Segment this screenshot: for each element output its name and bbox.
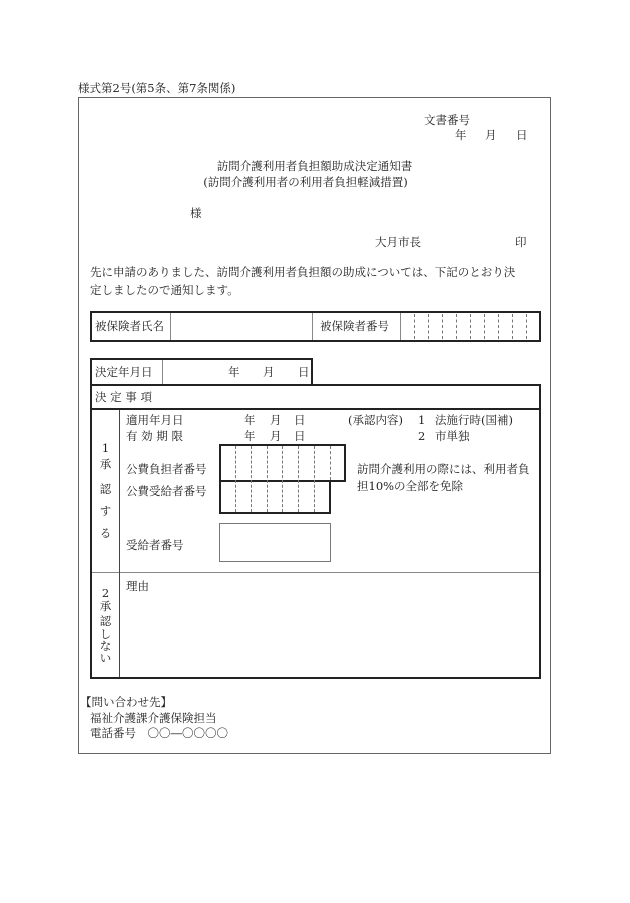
decision-items-label: 決 定 事 項 [95, 390, 152, 404]
label-char: な [99, 639, 112, 653]
decision-year: 年 [228, 365, 240, 379]
label-char: る [99, 526, 112, 540]
valid-day: 日 [294, 429, 306, 443]
table-divider [428, 314, 429, 339]
form-id: 様式第2号(第5条、第7条関係) [78, 81, 236, 95]
note-line-2: 担10%の全部を免除 [357, 479, 464, 493]
insured-name-label: 被保険者氏名 [95, 319, 164, 333]
apply-day: 日 [294, 413, 306, 427]
contact-department: 福祉介護課介護保険担当 [90, 711, 217, 725]
valid-month: 月 [270, 429, 282, 443]
table-divider [526, 314, 527, 339]
note-line-1: 訪問介護利用の際には、利用者負 [357, 462, 530, 476]
table-divider [484, 314, 485, 339]
decision-day: 日 [298, 365, 310, 379]
insured-name-field[interactable] [171, 313, 311, 340]
reason-label: 理由 [126, 579, 149, 593]
table-divider [312, 313, 313, 340]
approval-content-label: (承認内容) [348, 413, 403, 427]
label-char: し [99, 627, 112, 641]
insured-number-label: 被保険者番号 [320, 319, 389, 333]
option-2-number: 2 [418, 429, 426, 443]
label-char: 承 [99, 599, 112, 613]
label-char: 1 [101, 441, 110, 455]
public-recipient-label: 公費受給者番号 [126, 484, 207, 498]
label-char: 2 [101, 586, 110, 600]
table-divider [298, 446, 299, 512]
reason-field[interactable] [121, 593, 538, 676]
option-1-text: 法施行時(国補) [435, 413, 513, 427]
contact-heading: 【問い合わせ先】 [80, 695, 172, 709]
table-divider [235, 446, 236, 512]
option-1-number: 1 [418, 413, 426, 427]
table-divider [282, 446, 283, 512]
contact-phone: 電話番号 〇〇―〇〇〇〇 [90, 726, 228, 740]
table-divider [498, 314, 499, 339]
label-char: 承 [99, 457, 112, 471]
table-divider [314, 446, 315, 512]
recipient-field[interactable] [219, 523, 331, 562]
table-divider [442, 314, 443, 339]
decision-date-label: 決定年月日 [95, 365, 153, 379]
valid-year: 年 [244, 429, 256, 443]
label-char: す [99, 504, 112, 518]
addressee-suffix: 様 [190, 206, 202, 220]
public-payer-label: 公費負担者番号 [126, 462, 207, 476]
document-title: 訪問介護利用者負担額助成決定通知書 [216, 159, 413, 173]
issue-year: 年 [455, 128, 467, 142]
table-divider [251, 446, 252, 512]
table-divider [456, 314, 457, 339]
recipient-label: 受給者番号 [126, 538, 184, 552]
doc-number-label: 文書番号 [424, 113, 470, 127]
table-divider [512, 314, 513, 339]
table-divider [267, 446, 268, 512]
valid-until-label: 有 効 期 限 [126, 429, 183, 443]
label-char: 認 [99, 614, 112, 628]
issue-month: 月 [485, 128, 497, 142]
body-line-1: 先に申請のありました、訪問介護利用者負担額の助成については、下記のとおり決 [90, 265, 516, 279]
option-2-text: 市単独 [435, 429, 470, 443]
table-divider [119, 410, 120, 677]
body-line-2: 定しましたので通知します。 [90, 283, 239, 297]
table-divider [330, 446, 331, 480]
table-divider [414, 314, 415, 339]
issuer: 大月市長 [375, 235, 421, 249]
seal-mark: 印 [515, 235, 527, 249]
issue-day: 日 [516, 128, 528, 142]
apply-month: 月 [270, 413, 282, 427]
apply-year: 年 [244, 413, 256, 427]
label-char: 認 [99, 482, 112, 496]
label-char: い [99, 651, 112, 665]
decision-month: 月 [263, 365, 275, 379]
apply-date-label: 適用年月日 [126, 413, 184, 427]
document-subtitle: (訪問介護利用者の利用者負担軽減措置) [203, 175, 408, 189]
table-divider [470, 314, 471, 339]
table-divider [162, 360, 163, 384]
table-divider [92, 572, 539, 573]
